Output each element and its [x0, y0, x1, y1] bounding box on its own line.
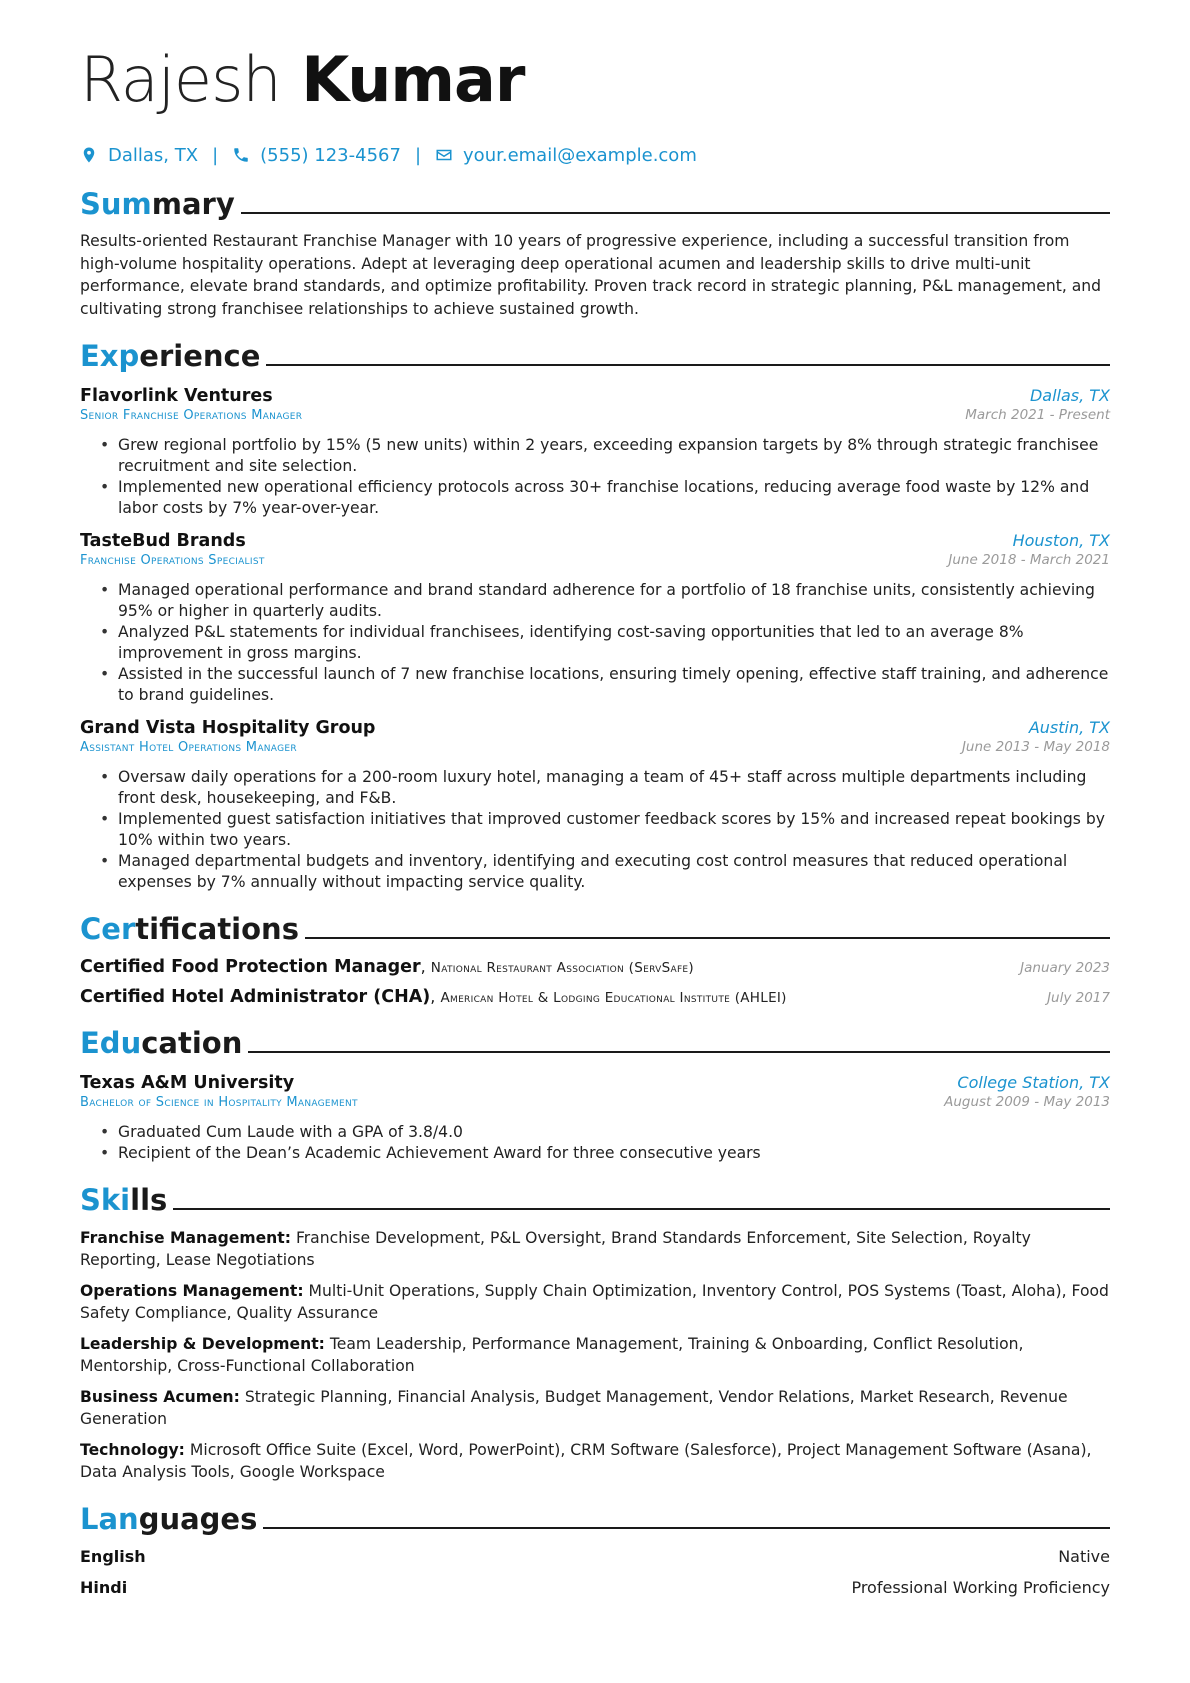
contact-email[interactable] — [435, 145, 697, 166]
contact-bar — [80, 142, 1110, 168]
list-item: • Oversaw daily operations for a 200-room luxury hotel, managing a team of 45+ staff across multiple departments including front desk, housekeeping, and F&B. — [100, 767, 1110, 809]
skill-label: Leadership & Development: — [80, 1335, 325, 1353]
job-location: Austin, TX — [1028, 718, 1110, 737]
contact-separator: | — [414, 144, 422, 166]
first-name: Rajesh — [80, 43, 281, 116]
summary-text: Results-oriented Restaurant Franchise Manager with 10 years of progressive experience, including a successful transition from high-volume hospitality operations. Adept at leveraging deep operational acumen and leadership skills to drive multi-unit performance, elevate brand standards, and optimize profitability. Proven track record in strategic planning, P&L management, and cultivating strong franchisee relationships to achieve sustained growth. — [80, 232, 1102, 318]
certification-item: Certified Hotel Administrator (CHA), American Hotel & Lodging Educational Institute (AHLEI) July 2017 — [80, 987, 1110, 1007]
section-divider — [266, 364, 1110, 366]
candidate-name — [80, 40, 1110, 120]
certification-item: Certified Food Protection Manager, National Restaurant Association (ServSafe) January 2023 — [80, 957, 1110, 977]
section-divider — [241, 212, 1110, 214]
degree: Bachelor of Science in Hospitality Management — [80, 1095, 358, 1110]
contact-location — [80, 145, 198, 166]
skill-group — [80, 1333, 1110, 1377]
job-bullets — [80, 580, 1110, 706]
language-item — [80, 1577, 1110, 1599]
skill-values: Team Leadership, Performance Management, Training & Onboarding, Conflict Resolution, Mentorship, Cross-Functional Collaboration — [80, 1335, 1024, 1375]
experience-heading: Experience — [80, 334, 1110, 374]
company-name: Grand Vista Hospitality Group — [80, 718, 376, 738]
school-location: College Station, TX — [957, 1073, 1110, 1092]
job-dates: June 2013 - May 2018 — [961, 739, 1110, 755]
summary-heading: Summary — [80, 182, 1110, 222]
skills-heading: Skills — [80, 1178, 1110, 1218]
skill-values: Franchise Development, P&L Oversight, Brand Standards Enforcement, Site Selection, Royalty Reporting, Lease Negotiations — [80, 1229, 1031, 1269]
skill-values: Strategic Planning, Financial Analysis, Budget Management, Vendor Relations, Market Research, Revenue Generation — [80, 1388, 1068, 1428]
skill-group — [80, 1227, 1110, 1271]
skill-group — [80, 1439, 1110, 1483]
skill-label: Technology: — [80, 1441, 185, 1459]
list-item: • Managed departmental budgets and inventory, identifying and executing cost control measures that reduced operational expenses by 7% annually without impacting service quality. — [100, 851, 1110, 893]
skill-label: Business Acumen: — [80, 1388, 240, 1406]
language-level: Native — [1058, 1547, 1110, 1566]
list-item: • Implemented guest satisfaction initiatives that improved customer feedback scores by 15% and increased repeat bookings by 10% within two years. — [100, 809, 1110, 851]
section-divider — [248, 1051, 1110, 1053]
company-name: TasteBud Brands — [80, 531, 246, 551]
last-name: Kumar — [301, 43, 525, 116]
section-divider — [305, 937, 1110, 939]
phone-icon — [232, 145, 250, 165]
email-text: your.email@example.com — [463, 144, 697, 166]
job-title: Franchise Operations Specialist — [80, 553, 265, 568]
list-item: • Managed operational performance and brand standard adherence for a portfolio of 18 franchise units, consistently achieving 95% or higher in quarterly audits. — [100, 580, 1110, 622]
job-dates: June 2018 - March 2021 — [948, 552, 1110, 568]
certifications-heading: Certifications — [80, 907, 1110, 947]
job-dates: March 2021 - Present — [965, 407, 1110, 423]
job-title: Senior Franchise Operations Manager — [80, 408, 303, 423]
language-item — [80, 1546, 1110, 1568]
certification-issuer: National Restaurant Association (ServSafe) — [430, 960, 694, 976]
phone-text: (555) 123-4567 — [260, 144, 401, 166]
job-location: Dallas, TX — [1029, 386, 1110, 405]
school-name: Texas A&M University — [80, 1073, 295, 1093]
list-item: • Assisted in the successful launch of 7 new franchise locations, ensuring timely opening, effective staff training, and adherence to brand guidelines. — [100, 664, 1110, 706]
education-entry — [80, 1073, 1110, 1164]
language-name: Hindi — [80, 1578, 128, 1597]
experience-entry — [80, 386, 1110, 519]
education-dates: August 2009 - May 2013 — [944, 1094, 1110, 1110]
languages-heading: Languages — [80, 1497, 1110, 1537]
education-heading: Education — [80, 1021, 1110, 1061]
job-location: Houston, TX — [1012, 531, 1110, 550]
contact-separator: | — [212, 144, 219, 166]
experience-entry — [80, 531, 1110, 706]
education-bullets — [80, 1122, 1110, 1164]
certification-date: July 2017 — [1047, 990, 1110, 1006]
certification-name: Certified Hotel Administrator (CHA) — [80, 987, 431, 1007]
certification-name: Certified Food Protection Manager — [80, 957, 421, 977]
section-divider — [263, 1527, 1110, 1529]
contact-phone[interactable] — [232, 145, 401, 166]
list-item: • Analyzed P&L statements for individual franchisees, identifying cost-saving opportunities that led to an average 8% improvement in gross margins. — [100, 622, 1110, 664]
job-bullets — [80, 767, 1110, 893]
experience-entry — [80, 718, 1110, 893]
language-name: English — [80, 1547, 146, 1566]
skill-label: Franchise Management: — [80, 1229, 291, 1247]
list-item: • Implemented new operational efficiency protocols across 30+ franchise locations, reducing average food waste by 12% and labor costs by 7% year-over-year. — [100, 477, 1110, 519]
language-level: Professional Working Proficiency — [851, 1578, 1110, 1597]
company-name: Flavorlink Ventures — [80, 386, 273, 406]
map-marker-icon — [80, 145, 98, 165]
envelope-icon — [435, 145, 453, 165]
skill-label: Operations Management: — [80, 1282, 304, 1300]
job-title: Assistant Hotel Operations Manager — [80, 740, 297, 755]
skill-values: Multi-Unit Operations, Supply Chain Optimization, Inventory Control, POS Systems (Toast, Aloha), Food Safety Compliance, Quality Assurance — [80, 1282, 1109, 1322]
job-bullets — [80, 435, 1110, 519]
list-item: • Recipient of the Dean’s Academic Achievement Award for three consecutive years — [100, 1143, 1110, 1164]
certification-date: January 2023 — [1020, 960, 1110, 976]
skill-values: Microsoft Office Suite (Excel, Word, PowerPoint), CRM Software (Salesforce), Project Management Software (Asana), Data Analysis Tools, Google Workspace — [80, 1441, 1092, 1481]
location-text: Dallas, TX — [108, 144, 199, 166]
skill-group — [80, 1280, 1110, 1324]
skill-group — [80, 1386, 1110, 1430]
list-item: • Graduated Cum Laude with a GPA of 3.8/4.0 — [100, 1122, 1110, 1143]
certification-issuer: American Hotel & Lodging Educational Institute (AHLEI) — [440, 990, 787, 1006]
list-item: • Grew regional portfolio by 15% (5 new units) within 2 years, exceeding expansion targets by 8% through strategic franchisee recruitment and site selection. — [100, 435, 1110, 477]
section-divider — [173, 1208, 1110, 1210]
